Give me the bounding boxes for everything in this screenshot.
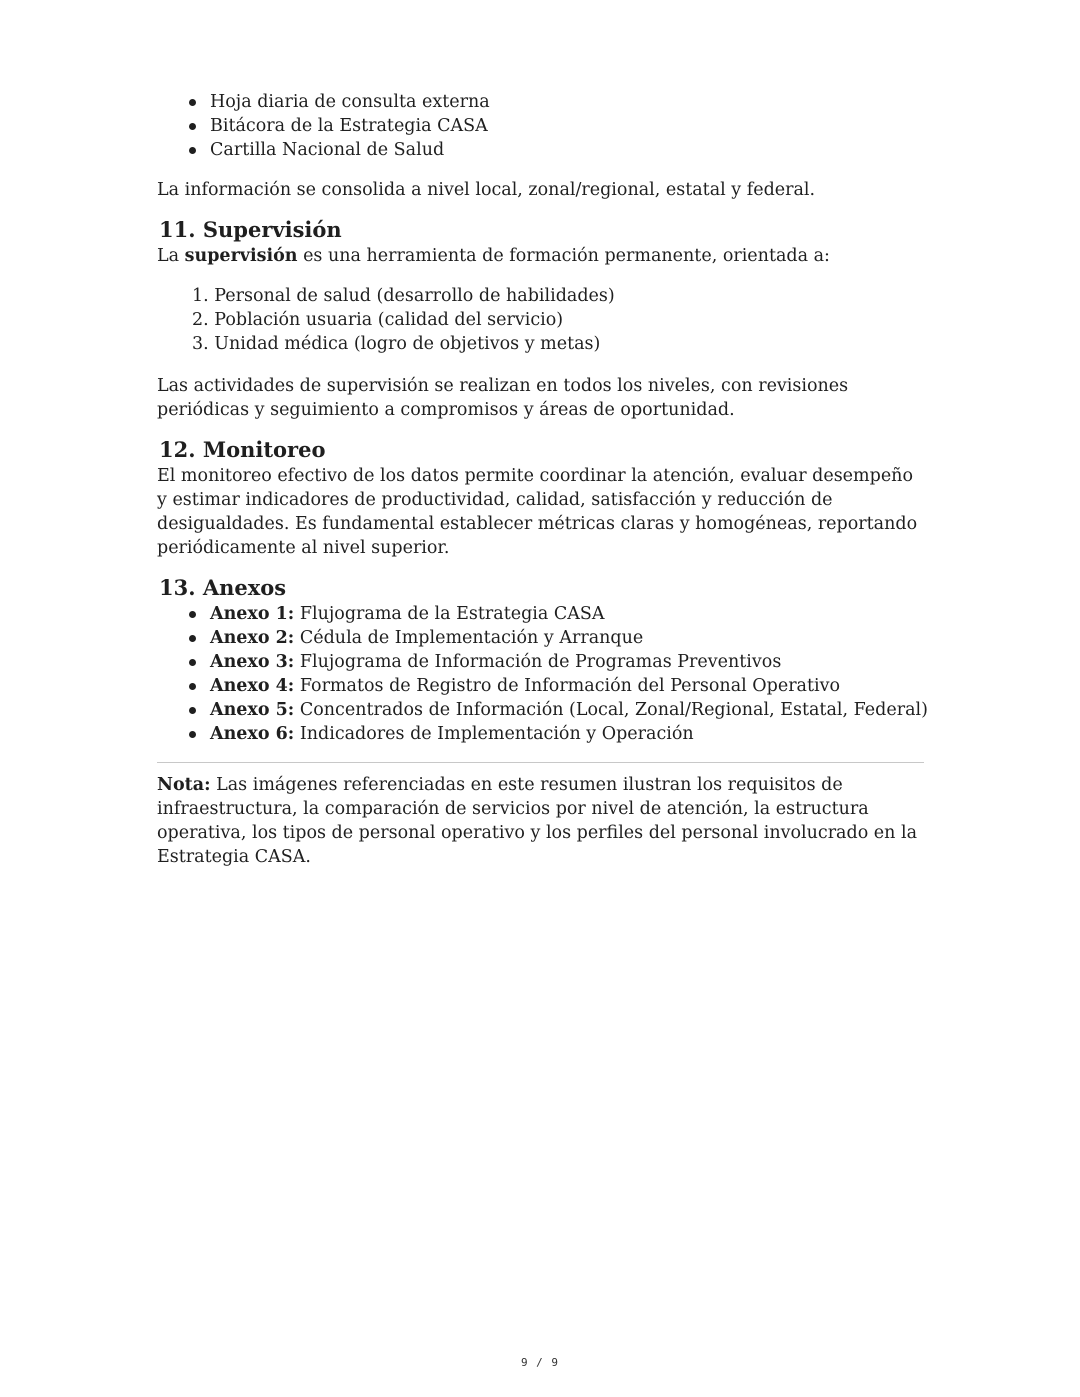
anexo-label: Anexo 6: — [210, 724, 295, 744]
horizontal-divider — [157, 762, 924, 763]
monitoreo-paragraph: El monitoreo efectivo de los datos permite coordinar la atención, evaluar desempeño y estimar indicadores de productividad, calidad, satisfacción y reducción de desigualdades. Es fundamental establecer métricas claras y homogéneas, reportando periódicamente al nivel superior. — [157, 466, 918, 558]
anexo-text: Cédula de Implementación y Arranque — [294, 628, 644, 648]
anexo-text: Concentrados de Información (Local, Zonal/Regional, Estatal, Federal) — [294, 700, 928, 720]
list-item: Bitácora de la Estrategia CASA — [210, 114, 927, 138]
anexos-list — [157, 602, 927, 746]
supervision-intro-prefix: La — [157, 246, 185, 266]
section-heading-supervision: 11. Supervisión — [159, 217, 342, 242]
anexo-label: Anexo 1: — [210, 604, 295, 624]
records-list — [157, 90, 927, 162]
note-paragraph — [157, 773, 927, 869]
supervision-intro-bold: supervisión — [184, 246, 298, 266]
list-item — [210, 602, 927, 626]
anexo-label: Anexo 5: — [210, 700, 295, 720]
list-item: Hoja diaria de consulta externa — [210, 90, 927, 114]
note-text: Las imágenes referenciadas en este resumen ilustran los requisitos de infraestructura, la comparación de servicios por nivel de atención, la estructura operativa, los tipos de personal operativo y los perfiles del personal involucrado en la Estrategia CASA. — [157, 775, 918, 867]
anexo-text: Formatos de Registro de Información del Personal Operativo — [294, 676, 841, 696]
anexo-label: Anexo 3: — [210, 652, 295, 672]
list-item — [210, 722, 927, 746]
note-label: Nota: — [157, 775, 211, 795]
list-item — [210, 626, 927, 650]
document-page — [157, 90, 927, 869]
list-item — [210, 698, 927, 722]
list-item: 2. Población usuaria (calidad del servicio) — [192, 310, 564, 330]
page-number: 9 / 9 — [520, 1356, 560, 1369]
supervision-intro-suffix: es una herramienta de formación permanente, orientada a: — [297, 246, 830, 266]
anexo-text: Indicadores de Implementación y Operación — [294, 724, 694, 744]
list-item: 3. Unidad médica (logro de objetivos y metas) — [192, 334, 601, 354]
anexo-label: Anexo 4: — [210, 676, 295, 696]
anexo-text: Flujograma de la Estrategia CASA — [294, 604, 605, 624]
supervision-list — [157, 284, 927, 356]
consolidation-paragraph: La información se consolida a nivel local, zonal/regional, estatal y federal. — [157, 180, 816, 200]
list-item — [210, 674, 927, 698]
list-item: Cartilla Nacional de Salud — [210, 138, 927, 162]
supervision-intro — [157, 244, 927, 268]
anexo-label: Anexo 2: — [210, 628, 295, 648]
list-item: 1. Personal de salud (desarrollo de habilidades) — [192, 286, 615, 306]
list-item — [210, 650, 927, 674]
supervision-paragraph: Las actividades de supervisión se realizan en todos los niveles, con revisiones periódicas y seguimiento a compromisos y áreas de oportunidad. — [157, 376, 849, 420]
section-heading-monitoreo: 12. Monitoreo — [159, 437, 326, 462]
anexo-text: Flujograma de Información de Programas Preventivos — [294, 652, 782, 672]
section-heading-anexos: 13. Anexos — [159, 575, 287, 600]
